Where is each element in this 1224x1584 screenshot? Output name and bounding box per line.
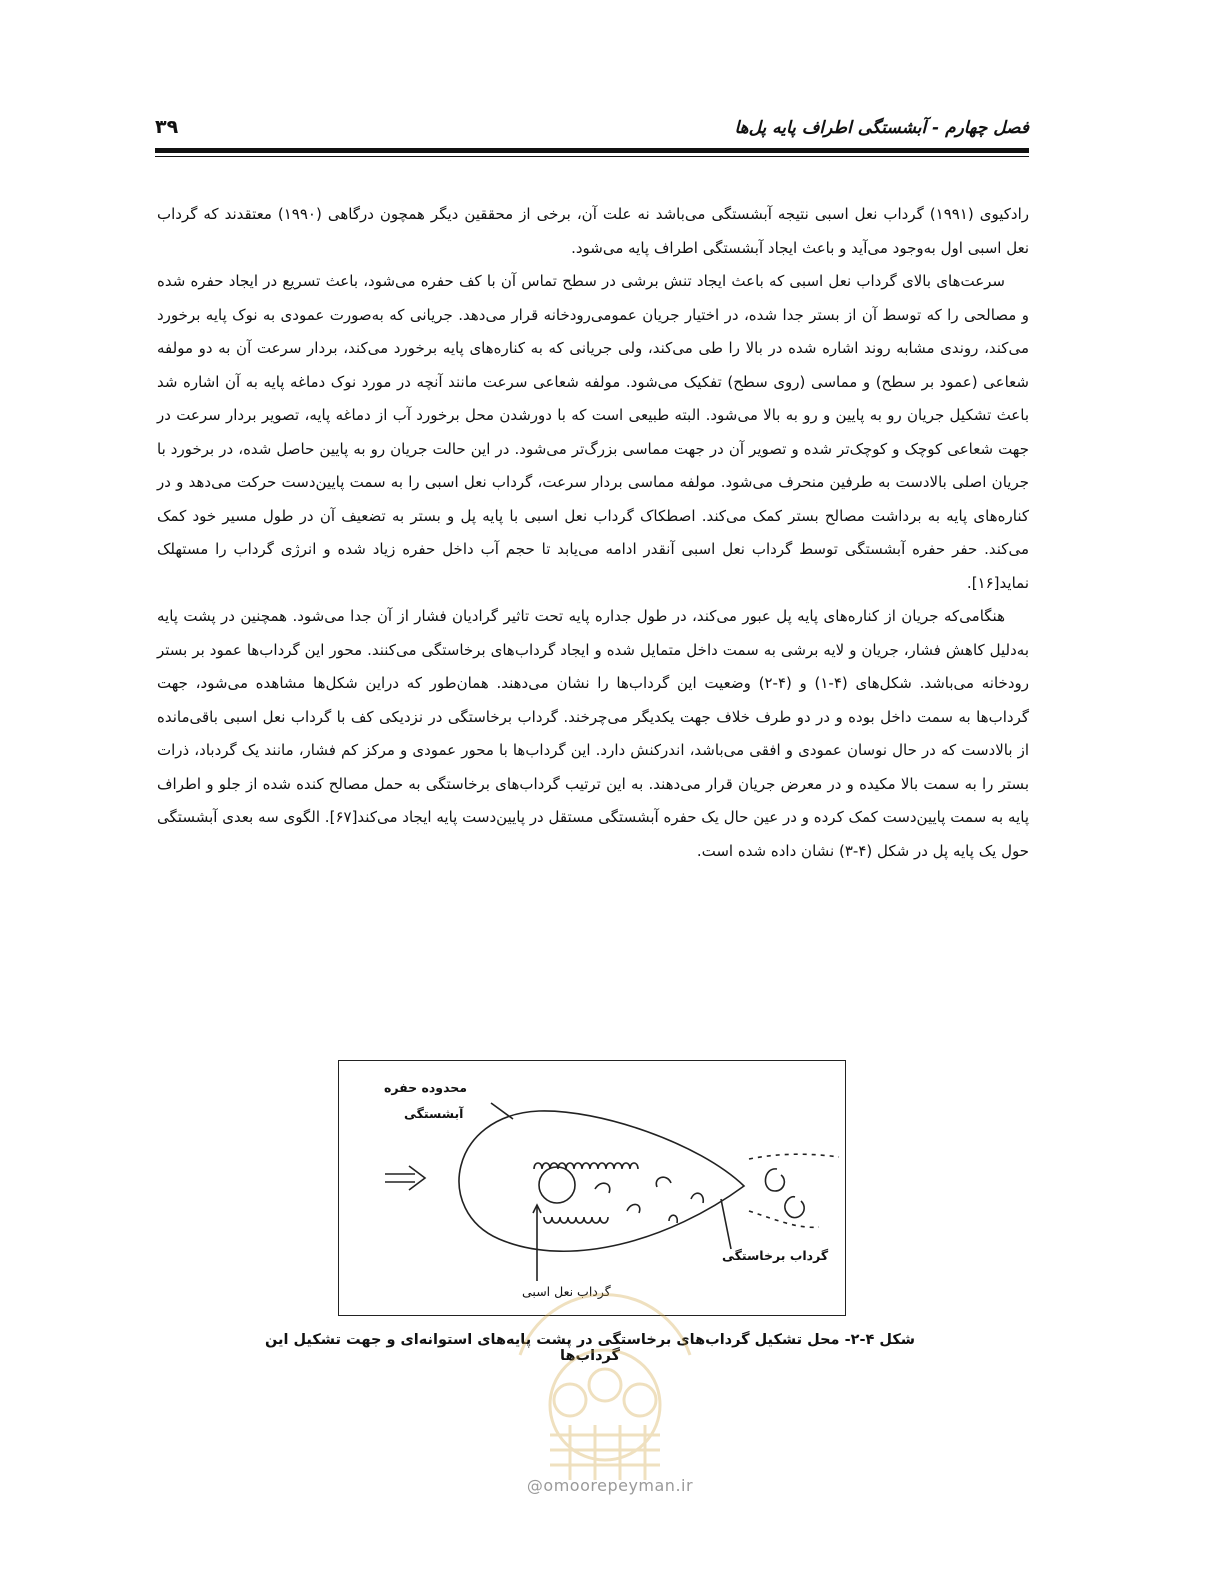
- label-wake-vortex: گرداب برخاستگی: [722, 1248, 829, 1263]
- chapter-title: فصل چهارم - آبشستگی اطراف پایه پل‌ها: [734, 118, 1029, 138]
- watermark-logo: [490, 1285, 720, 1495]
- vortex-diagram: [339, 1061, 847, 1317]
- pier-circle: [539, 1167, 575, 1203]
- scour-boundary: [459, 1111, 744, 1251]
- paragraph-3: هنگامی‌که جریان از کناره‌های پایه پل عبور می‌کند، در طول جداره پایه تحت تاثیر گرادیان فشار از آن جدا می‌شود. همچنین در پشت پایه به‌دلیل کاهش فشار، جریان و لایه برشی به سمت داخل متمایل شده و ایجاد گرداب‌های برخاستگی می‌کنند. محور این گرداب‌ها عمود بر بستر رودخانه می‌باشد. شکل‌های (۴-۱) و (۴-۲) وضعیت این گرداب‌ها را نشان می‌دهند. همان‌طور که دراین شکل‌ها مشاهده می‌شود، جهت گرداب‌ها به سمت داخل بوده و در دو طرف خلاف جهت یکدیگر می‌چرخند. گرداب برخاستگی در نزدیکی کف با گرداب نعل اسبی باقی‌مانده از بالادست که در حال نوسان عمودی و افقی می‌باشد، اندرکنش دارد. این گرداب‌ها با محور عمودی و مرکز کم فشار، مانند یک گردباد، ذرات بستر را به سمت بالا مکیده و در معرض جریان قرار می‌دهند. به این ترتیب گرداب‌های برخاستگی به حمل مصالح کنده شده از جلو و اطراف پایه به سمت پایین‌دست کمک کرده و در عین حال یک حفره آبشستگی مستقل در پایین‌دست پایه ایجاد می‌کند[۶۷]. الگوی سه بعدی آبشستگی حول یک پایه پل در شکل (۴-۳) نشان داده شده است.: [157, 607, 1029, 860]
- flow-arrow-icon: [385, 1166, 425, 1190]
- figure-caption: شکل ۴-۲- محل تشکیل گرداب‌های برخاستگی در پشت پایه‌های استوانه‌ای و جهت تشکیل این گرداب‌ها: [264, 1332, 916, 1364]
- label-scour-region-line2: آبشستگی: [404, 1106, 464, 1121]
- page-number: ۳۹: [155, 116, 179, 138]
- wake-vortex-2: [785, 1197, 804, 1218]
- horseshoe-vortex-upper: [534, 1163, 638, 1169]
- figure-frame: [338, 1060, 846, 1316]
- header-rule-thin: [155, 156, 1029, 157]
- watermark-url[interactable]: @omoorepeyman.ir: [526, 1476, 694, 1495]
- wake-vortex-1: [765, 1169, 784, 1191]
- label-scour-region-line1: محدوده حفره: [384, 1080, 468, 1095]
- label-horseshoe-vortex: گرداب نعل اسبی: [522, 1284, 611, 1299]
- horseshoe-vortex-lower: [544, 1217, 608, 1223]
- body-text: [157, 198, 1029, 868]
- paragraph-2: سرعت‌های بالای گرداب نعل اسبی که باعث ایجاد تنش برشی در سطح تماس آن با کف حفره می‌شود، باعث تسریع در ایجاد حفره شده و مصالحی را که توسط آن از بستر جدا شده، در اختیار جریان عمومی‌رودخانه قرار می‌دهد. جریانی که به‌صورت عمودی به نوک پایه برخورد می‌کند، روندی مشابه روند اشاره شده در بالا را طی می‌کند، ولی جریانی که به کناره‌های پایه برخورد می‌کند، بردار سرعت آن به دو مولفه شعاعی (عمود بر سطح) و مماسی (روی سطح) تفکیک می‌شود. مولفه شعاعی سرعت مانند آنچه در مورد نوک دماغه پایه به آن اشاره شد باعث تشکیل جریان رو به پایین و رو به بالا می‌شود. البته طبیعی است که با دورشدن محل برخورد آب از دماغه پایه، تصویر بردار سرعت در جهت شعاعی کوچک و کوچک‌تر شده و تصویر آن در جهت مماسی بزرگ‌تر می‌شود. در این حالت جریان رو به پایین حاصل شده، در برخورد با جریان اصلی بالادست به طرفین منحرف می‌شود. مولفه مماسی بردار سرعت، گرداب نعل اسبی را به سمت پایین‌دست حرکت می‌دهد و در کناره‌های پایه به برداشت مصالح بستر کمک می‌کند. اصطکاک گرداب نعل اسبی با پایه پل و بستر به تضعیف آن در طول مسیر خود کمک می‌کند. حفر حفره آبشستگی توسط گرداب نعل اسبی آنقدر ادامه می‌یابد تا حجم آب داخل حفره زیاد شده و انرژی گرداب را مستهلک نماید[۱۶].: [157, 272, 1029, 592]
- header-rule-thick: [155, 148, 1029, 153]
- paragraph-1: رادکیوی (۱۹۹۱) گرداب نعل اسبی نتیجه آبشستگی می‌باشد نه علت آن، برخی از محققین دیگر همچون درگاهی (۱۹۹۰) معتقدند که گرداب نعل اسبی اول به‌وجود می‌آید و باعث ایجاد آبشستگی اطراف پایه می‌شود.: [157, 205, 1029, 257]
